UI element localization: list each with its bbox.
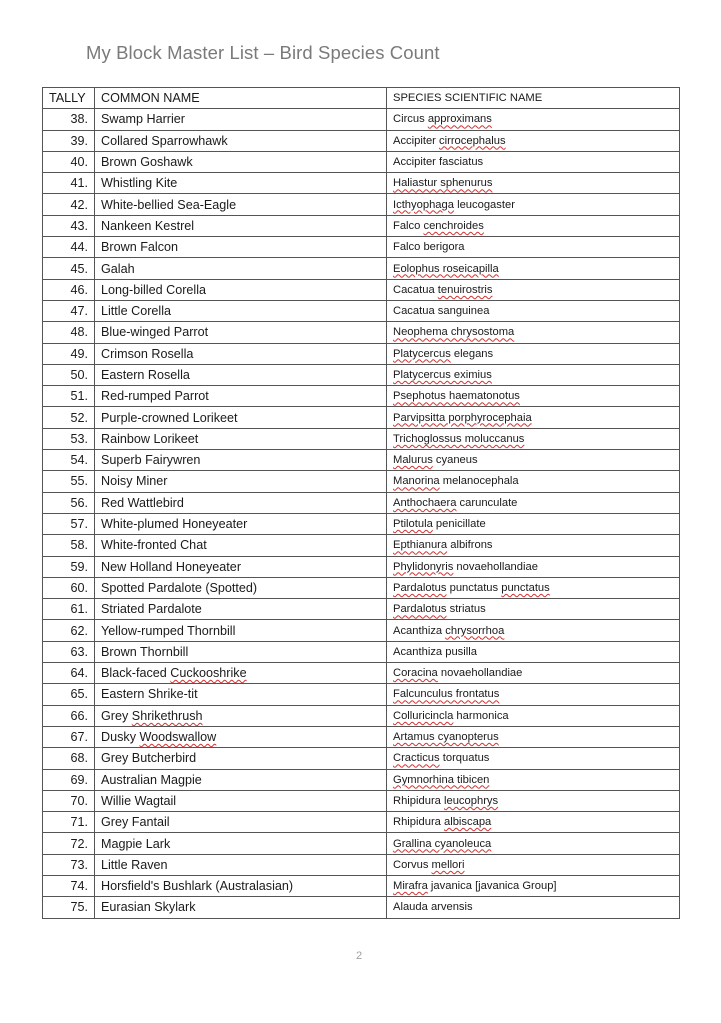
scientific-name-cell — [387, 833, 680, 854]
common-name-cell: Australian Magpie — [95, 769, 387, 790]
scientific-name-cell: Falco berigora — [387, 237, 680, 258]
table-row — [43, 471, 680, 492]
scientific-name-cell: Coracina novaehollandiae — [387, 663, 680, 684]
common-name-cell: Magpie Lark — [95, 833, 387, 854]
spellcheck-flagged-word: Woodswallow — [139, 730, 217, 745]
tally-cell: 75. — [43, 897, 95, 918]
species-table — [42, 87, 680, 919]
scientific-name-cell: Rhipidura leucophrys — [387, 790, 680, 811]
scientific-name-cell: Cacatua tenuirostris — [387, 279, 680, 300]
tally-cell: 49. — [43, 343, 95, 364]
spellcheck-flagged-word: Shrikethrush — [131, 708, 203, 723]
common-name-cell: Striated Pardalote — [95, 599, 387, 620]
tally-cell: 54. — [43, 450, 95, 471]
spellcheck-flagged-word: mellori — [431, 858, 465, 871]
spellcheck-flagged-word: Parvipsitta porphyrocephaia — [393, 411, 532, 424]
tally-cell: 44. — [43, 237, 95, 258]
spellcheck-flagged-word: albiscapa — [444, 816, 492, 829]
table-row — [43, 684, 680, 705]
common-name-cell: Swamp Harrier — [95, 109, 387, 130]
common-name-cell: Little Corella — [95, 300, 387, 321]
common-name-cell: Whistling Kite — [95, 173, 387, 194]
tally-cell: 72. — [43, 833, 95, 854]
common-name-cell: Yellow-rumped Thornbill — [95, 620, 387, 641]
tally-cell: 52. — [43, 407, 95, 428]
tally-cell: 70. — [43, 790, 95, 811]
spellcheck-flagged-word: Haliastur sphenurus — [393, 177, 493, 190]
tally-cell: 45. — [43, 258, 95, 279]
table-row — [43, 875, 680, 896]
common-name-cell: Rainbow Lorikeet — [95, 428, 387, 449]
spellcheck-flagged-word: Malurus — [393, 454, 433, 467]
common-name-cell: Red-rumped Parrot — [95, 386, 387, 407]
table-row — [43, 428, 680, 449]
scientific-name-cell: Mirafra javanica [javanica Group] — [387, 875, 680, 896]
table-row — [43, 322, 680, 343]
table-row — [43, 407, 680, 428]
tally-cell: 40. — [43, 151, 95, 172]
spellcheck-flagged-word: Cracticus — [393, 752, 440, 765]
spellcheck-flagged-word: Pardalotus — [393, 603, 447, 616]
tally-cell: 58. — [43, 535, 95, 556]
spellcheck-flagged-word: cirrocephalus — [439, 134, 506, 147]
common-name-cell: Eastern Shrike-tit — [95, 684, 387, 705]
tally-cell: 73. — [43, 854, 95, 875]
spellcheck-flagged-word: Grallina cyanoleuca — [393, 837, 492, 850]
table-row — [43, 535, 680, 556]
scientific-name-cell: Anthochaera carunculate — [387, 492, 680, 513]
tally-cell: 59. — [43, 556, 95, 577]
scientific-name-cell: Accipiter fasciatus — [387, 151, 680, 172]
header-scientific-name: SPECIES SCIENTIFIC NAME — [387, 88, 680, 109]
table-row — [43, 812, 680, 833]
table-row — [43, 279, 680, 300]
tally-cell: 51. — [43, 386, 95, 407]
spellcheck-flagged-word: Eolophus roseicapilla — [393, 262, 499, 275]
tally-cell: 53. — [43, 428, 95, 449]
tally-cell: 62. — [43, 620, 95, 641]
common-name-cell: Grey Butcherbird — [95, 748, 387, 769]
tally-cell: 63. — [43, 641, 95, 662]
spellcheck-flagged-word: Coracina — [393, 667, 438, 680]
scientific-name-cell: Phylidonyris novaehollandiae — [387, 556, 680, 577]
scientific-name-cell: Pardalotus punctatus punctatus — [387, 577, 680, 598]
header-common-name: COMMON NAME — [95, 88, 387, 109]
table-row — [43, 343, 680, 364]
spellcheck-flagged-word: Icthyophaga — [393, 198, 454, 211]
scientific-name-cell: Corvus mellori — [387, 854, 680, 875]
tally-cell: 48. — [43, 322, 95, 343]
tally-cell: 50. — [43, 364, 95, 385]
scientific-name-cell: Falco cenchroides — [387, 215, 680, 236]
table-row — [43, 833, 680, 854]
scientific-name-cell: Pardalotus striatus — [387, 599, 680, 620]
scientific-name-cell — [387, 322, 680, 343]
common-name-cell: Horsfield's Bushlark (Australasian) — [95, 875, 387, 896]
scientific-name-cell: Acanthiza pusilla — [387, 641, 680, 662]
spellcheck-flagged-word: Cuckooshrike — [170, 666, 247, 681]
common-name-cell: Purple-crowned Lorikeet — [95, 407, 387, 428]
table-row — [43, 151, 680, 172]
table-row — [43, 556, 680, 577]
spellcheck-flagged-word: Epthianura — [393, 539, 448, 552]
tally-cell: 69. — [43, 769, 95, 790]
tally-cell: 43. — [43, 215, 95, 236]
scientific-name-cell: Accipiter cirrocephalus — [387, 130, 680, 151]
spellcheck-flagged-word: Manorina — [393, 475, 440, 488]
spellcheck-flagged-word: Pardalotus — [393, 581, 447, 594]
scientific-name-cell: Circus approximans — [387, 109, 680, 130]
common-name-cell: Little Raven — [95, 854, 387, 875]
spellcheck-flagged-word: Platycercus — [393, 347, 451, 360]
scientific-name-cell — [387, 364, 680, 385]
table-row — [43, 130, 680, 151]
table-row — [43, 663, 680, 684]
spellcheck-flagged-word: punctatus — [501, 581, 550, 594]
scientific-name-cell: Manorina melanocephala — [387, 471, 680, 492]
tally-cell: 60. — [43, 577, 95, 598]
tally-cell: 39. — [43, 130, 95, 151]
tally-cell: 61. — [43, 599, 95, 620]
spellcheck-flagged-word: chrysorrhoa — [445, 624, 505, 637]
spellcheck-flagged-word: Falcunculus frontatus — [393, 688, 500, 701]
scientific-name-cell: Epthianura albifrons — [387, 535, 680, 556]
scientific-name-cell: Cacatua sanguinea — [387, 300, 680, 321]
table-row — [43, 599, 680, 620]
table-row — [43, 705, 680, 726]
scientific-name-cell: Acanthiza chrysorrhoa — [387, 620, 680, 641]
common-name-cell: Red Wattlebird — [95, 492, 387, 513]
spellcheck-flagged-word: cenchroides — [423, 219, 484, 232]
spellcheck-flagged-word: approximans — [427, 113, 492, 126]
table-row — [43, 258, 680, 279]
common-name-cell: Long-billed Corella — [95, 279, 387, 300]
scientific-name-cell: Alauda arvensis — [387, 897, 680, 918]
table-row — [43, 173, 680, 194]
tally-cell: 64. — [43, 663, 95, 684]
table-row — [43, 726, 680, 747]
table-row — [43, 854, 680, 875]
common-name-cell: Brown Thornbill — [95, 641, 387, 662]
tally-cell: 42. — [43, 194, 95, 215]
table-row — [43, 109, 680, 130]
tally-cell: 56. — [43, 492, 95, 513]
common-name-cell: Grey Fantail — [95, 812, 387, 833]
tally-cell: 46. — [43, 279, 95, 300]
tally-cell: 68. — [43, 748, 95, 769]
scientific-name-cell: Rhipidura albiscapa — [387, 812, 680, 833]
table-row — [43, 620, 680, 641]
spellcheck-flagged-word: Colluricincla — [393, 709, 454, 722]
spellcheck-flagged-word: Platycercus eximius — [393, 369, 492, 381]
common-name-cell: Eastern Rosella — [95, 364, 387, 385]
tally-cell: 57. — [43, 513, 95, 534]
table-row — [43, 492, 680, 513]
header-tally: TALLY — [43, 88, 95, 109]
table-row — [43, 215, 680, 236]
common-name-cell: Spotted Pardalote (Spotted) — [95, 577, 387, 598]
common-name-cell: Nankeen Kestrel — [95, 215, 387, 236]
tally-cell: 74. — [43, 875, 95, 896]
table-row — [43, 790, 680, 811]
common-name-cell: White-plumed Honeyeater — [95, 513, 387, 534]
scientific-name-cell — [387, 386, 680, 407]
spellcheck-flagged-word: Mirafra — [393, 880, 428, 893]
tally-cell: 38. — [43, 109, 95, 130]
tally-cell: 66. — [43, 705, 95, 726]
common-name-cell: Superb Fairywren — [95, 450, 387, 471]
common-name-cell: Eurasian Skylark — [95, 897, 387, 918]
common-name-cell: Noisy Miner — [95, 471, 387, 492]
common-name-cell: White-fronted Chat — [95, 535, 387, 556]
spellcheck-flagged-word: Psephotus haematonotus — [393, 390, 520, 403]
scientific-name-cell: Ptilotula penicillate — [387, 513, 680, 534]
common-name-cell: White-bellied Sea-Eagle — [95, 194, 387, 215]
table-row — [43, 897, 680, 918]
common-name-cell: Black-faced Cuckooshrike — [95, 663, 387, 684]
tally-cell: 47. — [43, 300, 95, 321]
scientific-name-cell — [387, 726, 680, 747]
scientific-name-cell — [387, 173, 680, 194]
common-name-cell: Brown Falcon — [95, 237, 387, 258]
scientific-name-cell: Colluricincla harmonica — [387, 705, 680, 726]
table-row — [43, 237, 680, 258]
scientific-name-cell — [387, 428, 680, 449]
scientific-name-cell: Cracticus torquatus — [387, 748, 680, 769]
spellcheck-flagged-word: Trichoglossus moluccanus — [393, 432, 525, 445]
table-body — [43, 109, 680, 918]
common-name-cell: Blue-winged Parrot — [95, 322, 387, 343]
table-row — [43, 300, 680, 321]
scientific-name-cell — [387, 258, 680, 279]
scientific-name-cell — [387, 684, 680, 705]
table-row — [43, 450, 680, 471]
spellcheck-flagged-word: tenuirostris — [437, 283, 493, 296]
tally-cell: 67. — [43, 726, 95, 747]
spellcheck-flagged-word: Gymnorhina tibicen — [393, 773, 490, 786]
common-name-cell: Galah — [95, 258, 387, 279]
common-name-cell: Collared Sparrowhawk — [95, 130, 387, 151]
tally-cell: 55. — [43, 471, 95, 492]
tally-cell: 71. — [43, 812, 95, 833]
table-row — [43, 769, 680, 790]
common-name-cell: Crimson Rosella — [95, 343, 387, 364]
table-row — [43, 748, 680, 769]
table-row — [43, 641, 680, 662]
scientific-name-cell — [387, 769, 680, 790]
spellcheck-flagged-word: Phylidonyris — [393, 560, 454, 573]
common-name-cell: Grey Shrikethrush — [95, 705, 387, 726]
spellcheck-flagged-word: Ptilotula — [393, 518, 433, 531]
table-row — [43, 364, 680, 385]
scientific-name-cell: Malurus cyaneus — [387, 450, 680, 471]
spellcheck-flagged-word: Anthochaera — [393, 496, 457, 509]
spellcheck-flagged-word: leucophrys — [444, 794, 499, 807]
document-title: My Block Master List – Bird Species Count — [86, 42, 440, 63]
spellcheck-flagged-word: Artamus cyanopterus — [393, 731, 499, 744]
common-name-cell: Brown Goshawk — [95, 151, 387, 172]
page-number: 2 — [356, 950, 363, 962]
scientific-name-cell: Icthyophaga leucogaster — [387, 194, 680, 215]
table-row — [43, 577, 680, 598]
scientific-name-cell: Platycercus elegans — [387, 343, 680, 364]
table-row — [43, 513, 680, 534]
common-name-cell: Dusky Woodswallow — [95, 726, 387, 747]
tally-cell: 41. — [43, 173, 95, 194]
spellcheck-flagged-word: Neophema chrysostoma — [393, 326, 515, 339]
common-name-cell: New Holland Honeyeater — [95, 556, 387, 577]
tally-cell: 65. — [43, 684, 95, 705]
table-row — [43, 386, 680, 407]
table-row — [43, 194, 680, 215]
table-header-row — [43, 88, 680, 109]
common-name-cell: Willie Wagtail — [95, 790, 387, 811]
scientific-name-cell — [387, 407, 680, 428]
